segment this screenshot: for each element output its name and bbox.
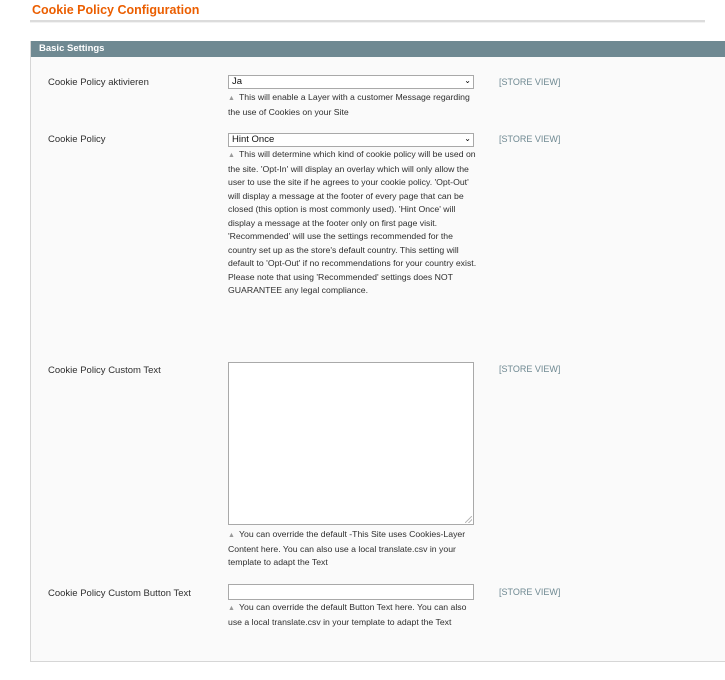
scope-label-policy: [STORE VIEW] xyxy=(499,134,561,144)
field-label-enable: Cookie Policy aktivieren xyxy=(48,77,149,88)
enable-select[interactable] xyxy=(228,75,474,89)
note-enable-text: This will enable a Layer with a customer Message regarding the use of Cookies on your Site xyxy=(228,92,470,117)
enable-select-value: Ja xyxy=(232,76,243,87)
scope-label-custom-text: [STORE VIEW] xyxy=(499,364,561,374)
button-text-input[interactable] xyxy=(228,584,474,600)
policy-select-value: Hint Once xyxy=(232,134,275,145)
scope-label-button-text: [STORE VIEW] xyxy=(499,587,561,597)
policy-select[interactable] xyxy=(228,133,474,147)
note-policy xyxy=(228,148,478,298)
note-policy-text: This will determine which kind of cookie policy will be used on the site. 'Opt-In' will display an overlay which will only allow the user to use the site if he agrees to your cookie policy. 'Opt-Out' will display a message at the footer of every page that can be closed (this option is most commonly used). 'Hint Once' will display a message at the footer only on first page visit. 'Recommended' will use the settings recommended for the country set up as the store's default country. This setting will default to 'Opt-Out' if no recommendations for your country exist. Please note that using 'Recommended' settings does NOT GUARANTEE any legal compliance. xyxy=(228,149,477,295)
scope-label-enable: [STORE VIEW] xyxy=(499,77,561,87)
custom-text-textarea[interactable] xyxy=(228,362,474,525)
field-label-policy: Cookie Policy xyxy=(48,134,106,145)
triangle-up-icon: ▲ xyxy=(228,605,235,612)
page-title: Cookie Policy Configuration xyxy=(32,3,200,17)
section-header[interactable]: Basic Settings xyxy=(31,41,725,57)
note-button-text-text: You can override the default Button Text here. You can also use a local translate.csv in your template to adapt the Text xyxy=(228,602,467,627)
field-label-custom-text: Cookie Policy Custom Text xyxy=(48,365,161,376)
chevron-down-icon: ⌄ xyxy=(464,134,471,143)
resize-grip-icon[interactable] xyxy=(465,516,472,523)
note-custom-text xyxy=(228,528,478,570)
triangle-up-icon: ▲ xyxy=(228,152,235,159)
note-button-text xyxy=(228,601,478,629)
triangle-up-icon: ▲ xyxy=(228,532,235,539)
note-custom-text-text: You can override the default -This Site uses Cookies-Layer Content here. You can also use a local translate.csv in your template to adapt the Text xyxy=(228,529,466,567)
chevron-down-icon: ⌄ xyxy=(464,76,471,85)
triangle-up-icon: ▲ xyxy=(228,95,235,102)
note-enable xyxy=(228,91,478,119)
field-label-button-text: Cookie Policy Custom Button Text xyxy=(48,588,191,599)
title-divider xyxy=(30,20,705,23)
